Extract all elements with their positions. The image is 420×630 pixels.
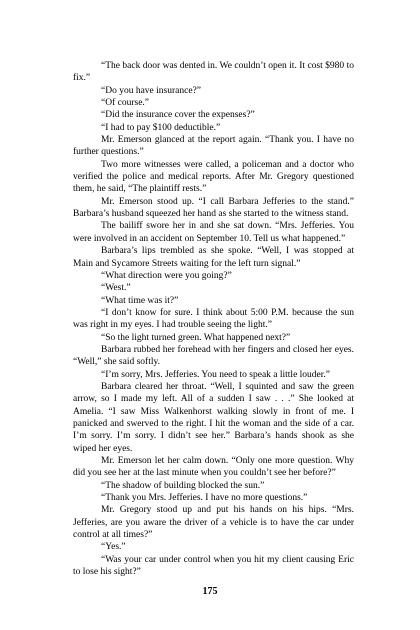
paragraph: “I don’t know for sure. I think about 5:00 P.M. because the sun was right in my eyes. I had trouble seeing the light.” bbox=[73, 307, 354, 331]
paragraph: Mr. Emerson glanced at the report again. “Thank you. I have no further questions.” bbox=[73, 135, 354, 158]
paragraph: “Was your car under control when you hit my client causing Eric to lose his sight?” bbox=[73, 554, 354, 578]
paragraph: Barbara’s lips trembled as she spoke. “Well, I was stopped at Main and Sycamore Streets waiting for the left turn signal.” bbox=[73, 246, 354, 269]
paragraph: Two more witnesses were called, a policeman and a doctor who verified the police and medical reports. After Mr. Gregory questioned them, he said, “The plaintiff rests.” bbox=[73, 159, 354, 195]
paragraph: “Thank you Mrs. Jefferies. I have no more questions.” bbox=[101, 493, 308, 504]
paragraph: Barbara rubbed her forehead with her fingers and closed her eyes. “Well,” she said softly. bbox=[73, 344, 354, 368]
paragraph: Barbara cleared her throat. “Well, I squinted and saw the green arrow, so I made my left. All of a sudden I saw . . .” She looked at Amelia. “I saw Miss Walkenhorst walking slowly in front of me. I panicked and swerved to the right. I hit the woman and the side of a car. I’m sorry. I’m sorry. I didn’t see her.” Barbara’s hands shook as she wiped her eyes. bbox=[73, 381, 354, 454]
paragraph: “What direction were you going?” bbox=[101, 270, 232, 281]
paragraph: “Of course.” bbox=[101, 98, 150, 109]
paragraph: Mr. Emerson stood up. “I call Barbara Jefferies to the stand.” Barbara’s husband squeezed her hand as she started to the witness stand. bbox=[73, 196, 354, 220]
paragraph: Mr. Gregory stood up and put his hands on his hips. “Mrs. Jefferies, are you aware the driver of a vehicle is to have the car under control at all times?” bbox=[73, 505, 354, 541]
paragraph: Mr. Emerson let her calm down. “Only one more question. Why did you see her at the last minute when you couldn’t see her before?” bbox=[73, 456, 354, 479]
paragraph: The bailiff swore her in and she sat down. “Mrs. Jefferies. You were involved in an accident on September 10. Tell us what happened.” bbox=[73, 221, 354, 244]
paragraph: “Do you have insurance?” bbox=[101, 85, 201, 96]
paragraph: “Yes.” bbox=[101, 542, 126, 553]
paragraph: “The back door was dented in. We couldn’t open it. It cost $980 to fix.” bbox=[73, 61, 354, 84]
page-number: 175 bbox=[202, 586, 218, 597]
paragraph: “I had to pay $100 deductible.” bbox=[101, 122, 221, 133]
body-text bbox=[73, 60, 354, 578]
paragraph: “So the light turned green. What happened next?” bbox=[101, 332, 291, 343]
paragraph: “The shadow of building blocked the sun.” bbox=[101, 480, 265, 491]
paragraph: “Did the insurance cover the expenses?” bbox=[101, 110, 255, 121]
paragraph: “West.” bbox=[101, 283, 131, 294]
paragraph: “What time was it?” bbox=[101, 295, 179, 306]
paragraph: “I’m sorry, Mrs. Jefferies. You need to speak a little louder.” bbox=[101, 369, 331, 380]
